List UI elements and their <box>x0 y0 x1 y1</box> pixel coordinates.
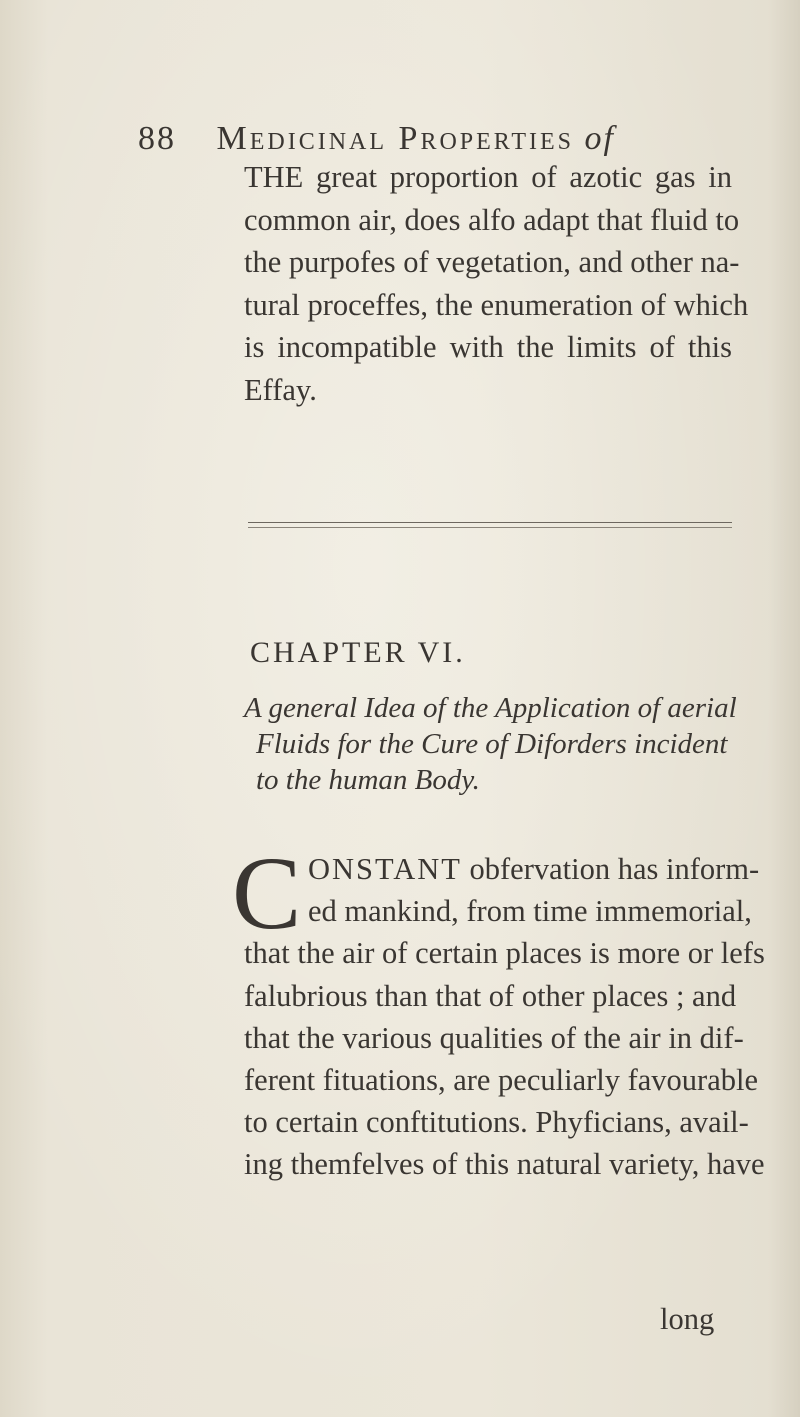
paragraph-line: falubrious than that of other places ; and <box>244 978 737 1013</box>
paragraph-line: tural proceffes, the enumeration of which <box>244 287 749 322</box>
paragraph-line: common air, does alfo adapt that fluid to <box>244 202 740 237</box>
paragraph-line-text: obfervation has inform- <box>469 852 760 886</box>
paragraph-line: to certain conftitutions. Phyficians, avail- <box>244 1105 749 1140</box>
body-paragraph <box>244 848 765 1186</box>
running-head-title: Medicinal Properties <box>216 120 575 157</box>
chapter-heading: CHAPTER VI. <box>250 636 466 669</box>
chapter-title-line: Fluids for the Cure of Diforders incident <box>256 728 728 760</box>
paragraph-line: the purpofes of vegetation, and other na- <box>244 245 740 279</box>
paragraph-line: is incompatible with the limits of this <box>244 330 732 364</box>
section-divider <box>248 522 732 528</box>
paragraph-line: ed mankind, from time immemorial, <box>308 894 752 929</box>
paragraph-line: that the various qualities of the air in dif- <box>244 1020 744 1055</box>
chapter-title-line: A general Idea of the Application of aerial <box>244 692 737 724</box>
running-head <box>138 120 698 158</box>
paragraph-line: ferent fituations, are peculiarly favourable <box>244 1063 759 1098</box>
intro-paragraph <box>244 156 749 411</box>
first-word: ONSTANT <box>308 852 462 886</box>
paragraph-line: ing themfelves of this natural variety, have <box>244 1147 765 1182</box>
chapter-title <box>244 690 737 798</box>
paragraph-line <box>244 848 760 890</box>
page-number: 88 <box>138 120 176 157</box>
catchword: long <box>660 1302 715 1336</box>
paragraph-line: Effay. <box>244 372 317 407</box>
chapter-title-line: to the human Body. <box>256 764 480 796</box>
drop-cap: C <box>232 836 302 951</box>
paragraph-line: THE great proportion of azotic gas in <box>244 160 732 194</box>
running-head-italic: of <box>584 120 615 157</box>
paragraph-line: that the air of certain places is more or lefs <box>244 936 765 971</box>
